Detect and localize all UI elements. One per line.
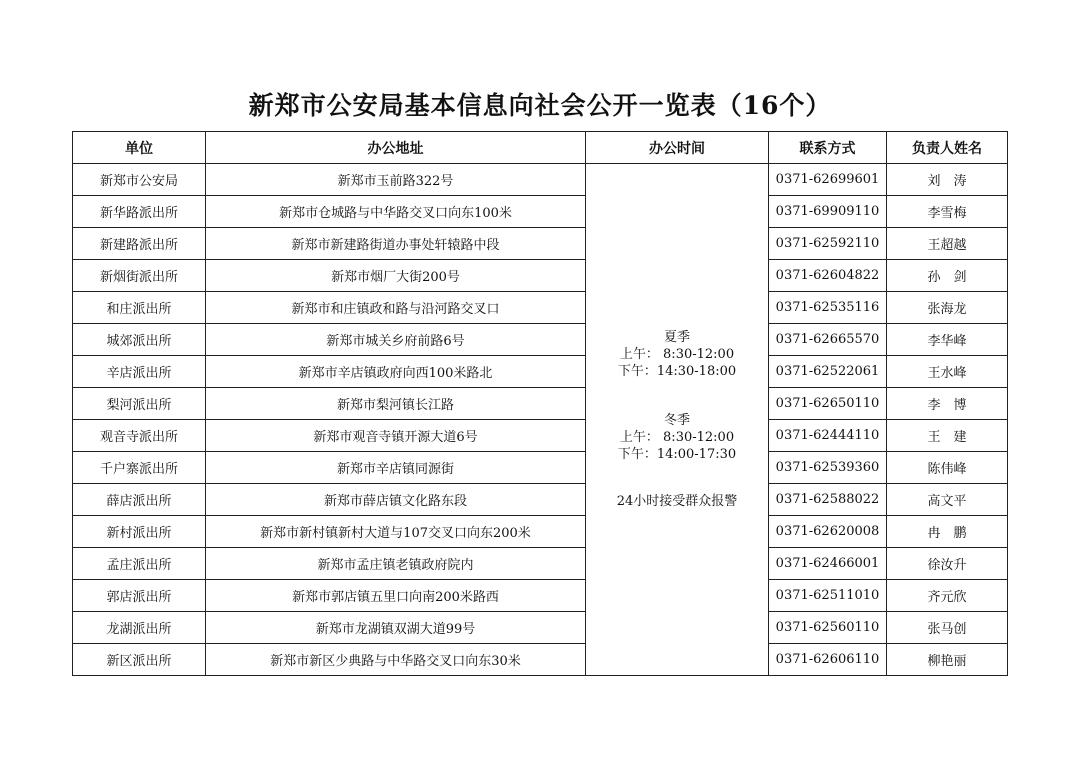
cell-office-hours	[586, 164, 769, 676]
cell-head: 张海龙	[887, 292, 1008, 324]
table-row	[73, 260, 1008, 292]
cell-head: 张马创	[887, 612, 1008, 644]
cell-unit: 辛店派出所	[73, 356, 206, 388]
winter-am: 上午： 8:30-12:00	[619, 430, 735, 445]
hours-spacer	[586, 380, 768, 412]
header-hours: 办公时间	[586, 132, 769, 164]
cell-address: 新郑市观音寺镇开源大道6号	[206, 420, 586, 452]
cell-address: 新郑市玉前路322号	[206, 164, 586, 196]
cell-head: 齐元欣	[887, 580, 1008, 612]
cell-address: 新郑市仓城路与中华路交叉口向东100米	[206, 196, 586, 228]
cell-head: 李雪梅	[887, 196, 1008, 228]
cell-unit: 新区派出所	[73, 644, 206, 676]
cell-unit: 孟庄派出所	[73, 548, 206, 580]
cell-phone: 0371-62650110	[769, 388, 887, 420]
cell-head: 李华峰	[887, 324, 1008, 356]
cell-address: 新郑市新建路街道办事处轩辕路中段	[206, 228, 586, 260]
cell-address: 新郑市梨河镇长江路	[206, 388, 586, 420]
cell-unit: 千户寨派出所	[73, 452, 206, 484]
cell-unit: 龙湖派出所	[73, 612, 206, 644]
hours-note: 24小时接受群众报警	[616, 494, 738, 509]
table-body	[73, 164, 1008, 676]
summer-am: 上午： 8:30-12:00	[619, 347, 735, 362]
cell-address: 新郑市孟庄镇老镇政府院内	[206, 548, 586, 580]
cell-unit: 梨河派出所	[73, 388, 206, 420]
cell-phone: 0371-62539360	[769, 452, 887, 484]
cell-address: 新郑市新村镇新村大道与107交叉口向东200米	[206, 516, 586, 548]
cell-head: 徐汝升	[887, 548, 1008, 580]
cell-address: 新郑市辛店镇同源街	[206, 452, 586, 484]
table-row	[73, 580, 1008, 612]
cell-unit: 新郑市公安局	[73, 164, 206, 196]
cell-address: 新郑市龙湖镇双湖大道99号	[206, 612, 586, 644]
table-row	[73, 324, 1008, 356]
cell-head: 刘 涛	[887, 164, 1008, 196]
table-row	[73, 292, 1008, 324]
cell-phone: 0371-62511010	[769, 580, 887, 612]
cell-phone: 0371-62466001	[769, 548, 887, 580]
cell-address: 新郑市郭店镇五里口向南200米路西	[206, 580, 586, 612]
cell-unit: 薛店派出所	[73, 484, 206, 516]
table-row	[73, 420, 1008, 452]
table-row	[73, 164, 1008, 196]
cell-phone: 0371-69909110	[769, 196, 887, 228]
cell-head: 王 建	[887, 420, 1008, 452]
cell-head: 陈伟峰	[887, 452, 1008, 484]
info-table	[72, 131, 1008, 676]
page-title: 新郑市公安局基本信息向社会公开一览表（16个）	[248, 91, 832, 120]
cell-phone: 0371-62620008	[769, 516, 887, 548]
table-row	[73, 196, 1008, 228]
cell-address: 新郑市城关乡府前路6号	[206, 324, 586, 356]
cell-unit: 新村派出所	[73, 516, 206, 548]
cell-unit: 新华路派出所	[73, 196, 206, 228]
cell-unit: 观音寺派出所	[73, 420, 206, 452]
table-row	[73, 484, 1008, 516]
table-row	[73, 356, 1008, 388]
cell-unit: 城郊派出所	[73, 324, 206, 356]
cell-phone: 0371-62444110	[769, 420, 887, 452]
table-row	[73, 516, 1008, 548]
table-row	[73, 612, 1008, 644]
table-row	[73, 452, 1008, 484]
table-row	[73, 388, 1008, 420]
cell-head: 王超越	[887, 228, 1008, 260]
header-address: 办公地址	[206, 132, 586, 164]
header-phone: 联系方式	[769, 132, 887, 164]
cell-phone: 0371-62592110	[769, 228, 887, 260]
cell-address: 新郑市新区少典路与中华路交叉口向东30米	[206, 644, 586, 676]
summer-label: 夏季	[663, 330, 690, 345]
cell-address: 新郑市辛店镇政府向西100米路北	[206, 356, 586, 388]
cell-phone: 0371-62665570	[769, 324, 887, 356]
header-head: 负责人姓名	[887, 132, 1008, 164]
winter-pm: 下午：14:00-17:30	[617, 447, 737, 462]
summer-pm: 下午：14:30-18:00	[617, 364, 737, 379]
cell-phone: 0371-62604822	[769, 260, 887, 292]
cell-phone: 0371-62606110	[769, 644, 887, 676]
cell-unit: 新烟街派出所	[73, 260, 206, 292]
cell-address: 新郑市薛店镇文化路东段	[206, 484, 586, 516]
cell-head: 孙 剑	[887, 260, 1008, 292]
cell-unit: 和庄派出所	[73, 292, 206, 324]
hours-spacer	[586, 463, 768, 493]
cell-unit: 郭店派出所	[73, 580, 206, 612]
cell-address: 新郑市和庄镇政和路与沿河路交叉口	[206, 292, 586, 324]
table-row	[73, 228, 1008, 260]
cell-phone: 0371-62535116	[769, 292, 887, 324]
cell-head: 李 博	[887, 388, 1008, 420]
cell-phone: 0371-62522061	[769, 356, 887, 388]
cell-phone: 0371-62560110	[769, 612, 887, 644]
header-unit: 单位	[73, 132, 206, 164]
table-row	[73, 548, 1008, 580]
cell-head: 冉 鹏	[887, 516, 1008, 548]
cell-head: 王水峰	[887, 356, 1008, 388]
cell-phone: 0371-62699601	[769, 164, 887, 196]
cell-phone: 0371-62588022	[769, 484, 887, 516]
cell-head: 柳艳丽	[887, 644, 1008, 676]
cell-address: 新郑市烟厂大街200号	[206, 260, 586, 292]
table-row	[73, 644, 1008, 676]
winter-label: 冬季	[663, 413, 690, 428]
cell-head: 高文平	[887, 484, 1008, 516]
table-header-row	[73, 132, 1008, 164]
cell-unit: 新建路派出所	[73, 228, 206, 260]
